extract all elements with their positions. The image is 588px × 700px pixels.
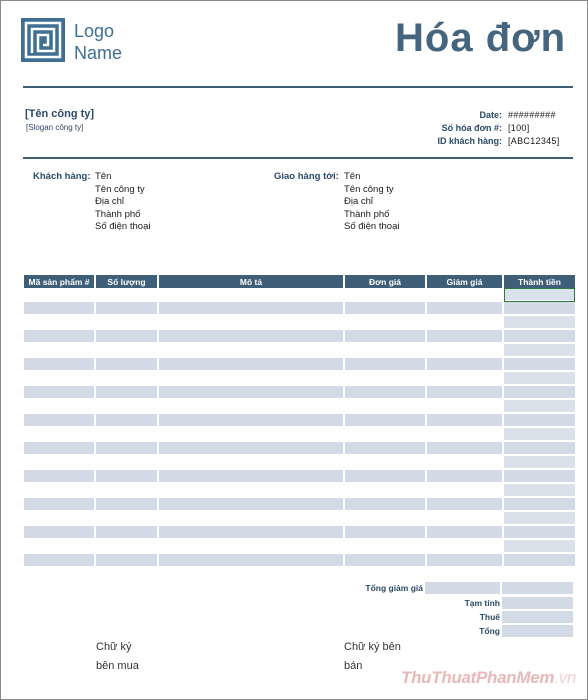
table-cell[interactable]: [24, 526, 94, 540]
table-cell[interactable]: [24, 372, 94, 386]
table-cell[interactable]: [504, 428, 575, 442]
company-slogan: [Slogan công ty]: [26, 123, 84, 132]
table-cell[interactable]: [427, 470, 502, 484]
table-cell[interactable]: [24, 470, 94, 484]
customer-label: Khách hàng:: [33, 171, 91, 182]
table-cell[interactable]: [96, 456, 157, 470]
seller-signature-line1: Chữ ký bên: [344, 641, 401, 653]
table-cell[interactable]: [427, 344, 502, 358]
table-cell[interactable]: [159, 386, 343, 400]
table-cell[interactable]: [24, 330, 94, 344]
table-row: [24, 512, 575, 526]
shipto-phone: Số điện thoại: [344, 221, 400, 232]
table-cell[interactable]: [504, 288, 575, 302]
customer-phone: Số điện thoại: [95, 221, 151, 232]
logo-name: [74, 20, 122, 64]
tax-label: Thuế: [479, 612, 500, 622]
table-cell[interactable]: [96, 484, 157, 498]
table-cell[interactable]: [159, 470, 343, 484]
table-cell[interactable]: [159, 456, 343, 470]
table-cell[interactable]: [504, 442, 575, 456]
tax-value[interactable]: [502, 611, 573, 623]
watermark-part2: PhanMem: [476, 668, 555, 687]
table-cell[interactable]: [345, 330, 425, 344]
table-cell[interactable]: [159, 344, 343, 358]
customer-name: Tên: [95, 171, 112, 182]
table-cell[interactable]: [345, 288, 425, 302]
table-cell[interactable]: [159, 512, 343, 526]
table-cell[interactable]: [504, 540, 575, 554]
table-cell[interactable]: [345, 344, 425, 358]
table-cell[interactable]: [345, 372, 425, 386]
table-cell[interactable]: [159, 484, 343, 498]
shipto-city: Thành phố: [344, 208, 390, 220]
table-cell[interactable]: [96, 330, 157, 344]
table-row: [24, 330, 575, 344]
table-cell[interactable]: [427, 428, 502, 442]
watermark-part3: .vn: [554, 668, 576, 687]
table-cell[interactable]: [159, 358, 343, 372]
table-cell[interactable]: [96, 372, 157, 386]
table-cell[interactable]: [427, 512, 502, 526]
table-cell[interactable]: [504, 498, 575, 512]
table-cell[interactable]: [345, 400, 425, 414]
table-cell[interactable]: [345, 484, 425, 498]
col-quantity: Số lượng: [96, 275, 157, 288]
table-cell[interactable]: [24, 414, 94, 428]
table-cell[interactable]: [96, 554, 157, 568]
table-cell[interactable]: [345, 386, 425, 400]
discount-total-amount[interactable]: [502, 582, 573, 594]
items-table: [22, 275, 577, 568]
table-row: [24, 316, 575, 330]
table-row: [24, 428, 575, 442]
shipto-company: Tên công ty: [344, 183, 394, 195]
table-cell[interactable]: [345, 316, 425, 330]
table-cell[interactable]: [24, 540, 94, 554]
table-row: [24, 344, 575, 358]
table-cell[interactable]: [427, 288, 502, 302]
table-cell[interactable]: [159, 288, 343, 302]
table-row: [24, 470, 575, 484]
table-cell[interactable]: [24, 288, 94, 302]
buyer-signature: [96, 638, 139, 676]
table-row: [24, 540, 575, 554]
table-row: [24, 484, 575, 498]
table-cell[interactable]: [345, 442, 425, 456]
table-row: [24, 526, 575, 540]
buyer-signature-line1: Chữ ký: [96, 641, 132, 653]
logo-line2: Name: [74, 43, 123, 63]
date-label: Date:: [479, 110, 502, 120]
table-cell[interactable]: [504, 316, 575, 330]
invoice-meta: [437, 109, 574, 148]
table-cell[interactable]: [159, 540, 343, 554]
invoice-number-value: [100]: [508, 123, 530, 133]
total-value[interactable]: [502, 625, 573, 637]
items-header-row: [24, 275, 575, 288]
shipto-address: Địa chỉ: [344, 196, 374, 207]
table-cell[interactable]: [504, 386, 575, 400]
meta-divider: [23, 157, 573, 159]
table-row: [24, 456, 575, 470]
table-cell[interactable]: [24, 316, 94, 330]
table-row: [24, 442, 575, 456]
table-row: [24, 400, 575, 414]
total-label: Tổng: [479, 626, 500, 636]
table-cell[interactable]: [427, 442, 502, 456]
table-cell[interactable]: [24, 358, 94, 372]
table-cell[interactable]: [345, 512, 425, 526]
date-value: #########: [508, 110, 556, 120]
table-cell[interactable]: [504, 400, 575, 414]
table-cell[interactable]: [345, 526, 425, 540]
table-cell[interactable]: [96, 288, 157, 302]
table-cell[interactable]: [159, 498, 343, 512]
table-cell[interactable]: [504, 414, 575, 428]
table-cell[interactable]: [159, 372, 343, 386]
table-cell[interactable]: [427, 386, 502, 400]
table-cell[interactable]: [96, 470, 157, 484]
invoice-title: Hóa đơn: [395, 16, 566, 60]
table-cell[interactable]: [427, 302, 502, 316]
company-name: [Tên công ty]: [25, 108, 95, 120]
table-cell[interactable]: [96, 344, 157, 358]
table-row: [24, 302, 575, 316]
table-cell[interactable]: [504, 358, 575, 372]
table-cell[interactable]: [427, 484, 502, 498]
table-cell[interactable]: [96, 386, 157, 400]
table-cell[interactable]: [504, 484, 575, 498]
table-row: [24, 358, 575, 372]
col-description: Mô tả: [159, 275, 343, 288]
watermark: [401, 668, 576, 688]
customer-id-label: ID khách hàng:: [437, 136, 502, 146]
table-cell[interactable]: [96, 358, 157, 372]
table-cell[interactable]: [504, 344, 575, 358]
invoice-number-label: Số hóa đơn #:: [441, 123, 502, 133]
table-cell[interactable]: [504, 554, 575, 568]
table-cell[interactable]: [159, 316, 343, 330]
table-cell[interactable]: [345, 554, 425, 568]
col-product-code: Mã sản phẩm #: [24, 275, 94, 288]
discount-total-value[interactable]: [425, 582, 500, 594]
table-cell[interactable]: [159, 526, 343, 540]
subtotal-value[interactable]: [502, 597, 573, 609]
table-cell[interactable]: [24, 302, 94, 316]
table-row: [24, 288, 575, 302]
table-cell[interactable]: [24, 344, 94, 358]
table-cell[interactable]: [427, 554, 502, 568]
table-cell[interactable]: [345, 302, 425, 316]
table-cell[interactable]: [24, 484, 94, 498]
table-cell[interactable]: [427, 316, 502, 330]
table-cell[interactable]: [427, 330, 502, 344]
header-divider: [23, 86, 573, 88]
table-cell[interactable]: [504, 512, 575, 526]
table-cell[interactable]: [24, 386, 94, 400]
table-cell[interactable]: [504, 526, 575, 540]
table-cell[interactable]: [96, 498, 157, 512]
table-cell[interactable]: [96, 316, 157, 330]
col-unit-price: Đơn giá: [345, 275, 425, 288]
table-cell[interactable]: [504, 456, 575, 470]
seller-signature-line2: bán: [344, 660, 363, 672]
logo-icon: [21, 18, 65, 62]
table-row: [24, 414, 575, 428]
table-cell[interactable]: [427, 372, 502, 386]
table-cell[interactable]: [159, 400, 343, 414]
table-row: [24, 372, 575, 386]
table-cell[interactable]: [159, 428, 343, 442]
table-cell[interactable]: [96, 526, 157, 540]
table-cell[interactable]: [96, 512, 157, 526]
table-cell[interactable]: [504, 372, 575, 386]
table-cell[interactable]: [345, 470, 425, 484]
table-cell[interactable]: [159, 442, 343, 456]
table-cell[interactable]: [24, 456, 94, 470]
table-cell[interactable]: [504, 302, 575, 316]
table-cell[interactable]: [159, 302, 343, 316]
table-cell[interactable]: [504, 330, 575, 344]
col-line-total: Thành tiền: [504, 275, 575, 288]
table-cell[interactable]: [159, 330, 343, 344]
customer-company: Tên công ty: [95, 183, 145, 195]
table-cell[interactable]: [427, 358, 502, 372]
table-cell[interactable]: [345, 414, 425, 428]
table-cell[interactable]: [427, 498, 502, 512]
discount-total-label: Tổng giảm giá: [365, 583, 423, 593]
customer-id-value: [ABC12345]: [508, 136, 560, 146]
table-cell[interactable]: [96, 400, 157, 414]
table-cell[interactable]: [504, 470, 575, 484]
table-cell[interactable]: [345, 456, 425, 470]
table-cell[interactable]: [96, 414, 157, 428]
col-discount: Giảm giá: [427, 275, 502, 288]
shipto-label: Giao hàng tới:: [274, 171, 339, 182]
table-cell[interactable]: [24, 442, 94, 456]
table-row: [24, 386, 575, 400]
logo-line1: Logo: [74, 21, 115, 41]
table-cell[interactable]: [24, 512, 94, 526]
table-cell[interactable]: [427, 540, 502, 554]
customer-city: Thành phố: [95, 208, 141, 220]
table-cell[interactable]: [24, 400, 94, 414]
customer-address: Địa chỉ: [95, 196, 125, 207]
table-cell[interactable]: [24, 554, 94, 568]
table-cell[interactable]: [159, 554, 343, 568]
subtotal-label: Tạm tính: [464, 598, 500, 608]
buyer-signature-line2: bên mua: [96, 660, 139, 672]
table-cell[interactable]: [345, 498, 425, 512]
table-cell[interactable]: [345, 428, 425, 442]
table-cell[interactable]: [96, 442, 157, 456]
table-cell[interactable]: [24, 428, 94, 442]
table-cell[interactable]: [96, 540, 157, 554]
table-cell[interactable]: [427, 414, 502, 428]
table-cell[interactable]: [96, 428, 157, 442]
table-cell[interactable]: [159, 414, 343, 428]
table-cell[interactable]: [96, 302, 157, 316]
table-cell[interactable]: [345, 358, 425, 372]
shipto-name: Tên: [344, 171, 361, 182]
table-cell[interactable]: [345, 540, 425, 554]
table-row: [24, 554, 575, 568]
table-cell[interactable]: [427, 400, 502, 414]
seller-signature: [344, 638, 401, 676]
table-row: [24, 498, 575, 512]
table-cell[interactable]: [427, 456, 502, 470]
table-cell[interactable]: [24, 498, 94, 512]
table-cell[interactable]: [427, 526, 502, 540]
watermark-part1: ThuThuat: [400, 668, 477, 687]
